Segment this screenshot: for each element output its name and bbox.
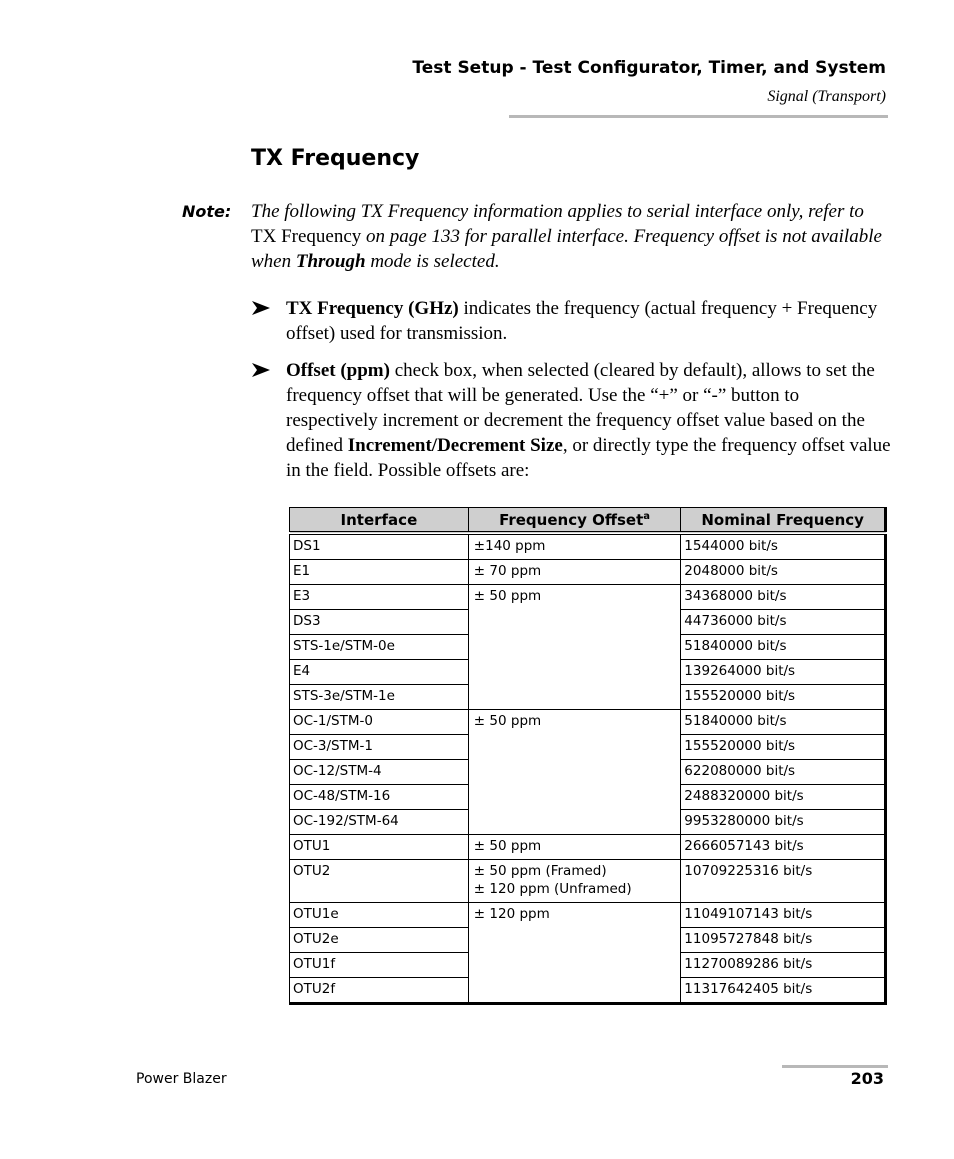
header-frequency-offset	[468, 508, 681, 534]
table-row	[290, 560, 886, 585]
cell-interface: OC-192/STM-64	[290, 810, 469, 835]
header-rule	[509, 115, 888, 118]
cell-interface: STS-1e/STM-0e	[290, 635, 469, 660]
table-body	[290, 533, 886, 1004]
cell-nominal-frequency: 2666057143 bit/s	[681, 835, 886, 860]
bullet-text-1: check box, when selected (cleared by default), allows to set the frequency offset that will be generated. Use the “+” or “-” button to respectively increment or decrement the frequency offset value based on the defined	[286, 360, 875, 456]
note-part-1: The following TX Frequency information applies to serial interface only, refer to	[251, 201, 864, 222]
cell-frequency-offset	[468, 533, 681, 560]
cell-frequency-offset	[468, 710, 681, 835]
cell-interface: OTU2f	[290, 978, 469, 1004]
cell-nominal-frequency: 11049107143 bit/s	[681, 903, 886, 928]
cell-nominal-frequency: 9953280000 bit/s	[681, 810, 886, 835]
cell-nominal-frequency: 34368000 bit/s	[681, 585, 886, 610]
cell-nominal-frequency: 139264000 bit/s	[681, 660, 886, 685]
cell-interface: OTU1e	[290, 903, 469, 928]
cell-interface: OC-48/STM-16	[290, 785, 469, 810]
cell-nominal-frequency: 622080000 bit/s	[681, 760, 886, 785]
arrow-bullet-icon	[251, 360, 271, 380]
cell-nominal-frequency: 11095727848 bit/s	[681, 928, 886, 953]
cell-nominal-frequency: 2488320000 bit/s	[681, 785, 886, 810]
offset-value: ± 50 ppm	[473, 588, 542, 604]
offset-value: ±140 ppm	[473, 538, 546, 554]
cell-frequency-offset	[468, 860, 681, 903]
frequency-offset-table	[289, 507, 887, 1005]
note-part-2: on page 133 for parallel interface. Frequency offset is not available when	[251, 226, 882, 272]
bullet-term: TX Frequency (GHz)	[286, 298, 459, 319]
cell-interface: OC-1/STM-0	[290, 710, 469, 735]
cell-interface: OTU2	[290, 860, 469, 903]
note-bold-term: Through	[295, 251, 366, 272]
bullet-tx-frequency	[251, 296, 891, 346]
cell-frequency-offset	[468, 903, 681, 1004]
cell-nominal-frequency: 44736000 bit/s	[681, 610, 886, 635]
header-frequency-offset-label: Frequency Offset	[499, 510, 644, 529]
cell-nominal-frequency: 51840000 bit/s	[681, 710, 886, 735]
footer-product-name: Power Blazer	[136, 1071, 227, 1087]
running-header-title: Test Setup - Test Configurator, Timer, and System	[412, 58, 886, 78]
cell-nominal-frequency: 10709225316 bit/s	[681, 860, 886, 903]
cell-frequency-offset	[468, 585, 681, 710]
bullet-text-2: , or directly type the frequency offset value in the field. Possible offsets are:	[286, 435, 891, 481]
offset-value: ± 50 ppm (Framed)	[473, 863, 607, 879]
cell-interface: OTU1f	[290, 953, 469, 978]
cell-interface: OTU1	[290, 835, 469, 860]
bullet-term: Offset (ppm)	[286, 360, 390, 381]
cell-frequency-offset	[468, 560, 681, 585]
section-title: TX Frequency	[251, 146, 420, 171]
bullet-offset	[251, 358, 891, 483]
cell-nominal-frequency: 2048000 bit/s	[681, 560, 886, 585]
cell-interface: E4	[290, 660, 469, 685]
offset-value: ± 120 ppm	[473, 906, 550, 922]
bullet-term-2: Increment/Decrement Size	[347, 435, 563, 456]
cell-interface: DS3	[290, 610, 469, 635]
cell-interface: OC-3/STM-1	[290, 735, 469, 760]
header-interface: Interface	[290, 508, 469, 534]
cell-interface: E1	[290, 560, 469, 585]
cell-interface: DS1	[290, 533, 469, 560]
table-row	[290, 710, 886, 735]
cell-interface: E3	[290, 585, 469, 610]
page-number: 203	[850, 1069, 884, 1088]
header-nominal-frequency: Nominal Frequency	[681, 508, 886, 534]
table-header-row	[290, 508, 886, 534]
cell-nominal-frequency: 11270089286 bit/s	[681, 953, 886, 978]
offset-value: ± 50 ppm	[473, 838, 542, 854]
offset-value: ± 50 ppm	[473, 713, 542, 729]
arrow-bullet-icon	[251, 298, 271, 318]
table-row	[290, 903, 886, 928]
bullet-text: indicates the frequency (actual frequency + Frequency offset) used for transmission.	[286, 298, 878, 344]
running-header-subtitle: Signal (Transport)	[767, 88, 886, 105]
footnote-marker: a	[643, 510, 651, 522]
note-label: Note:	[182, 202, 232, 221]
note-text	[251, 199, 891, 274]
note-part-3: mode is selected.	[365, 251, 500, 272]
table-row	[290, 585, 886, 610]
offset-value: ± 70 ppm	[473, 563, 542, 579]
cell-interface: OTU2e	[290, 928, 469, 953]
table-row	[290, 835, 886, 860]
table-row	[290, 533, 886, 560]
footer-rule	[782, 1065, 888, 1068]
cell-nominal-frequency: 51840000 bit/s	[681, 635, 886, 660]
cell-nominal-frequency: 155520000 bit/s	[681, 685, 886, 710]
cell-nominal-frequency: 1544000 bit/s	[681, 533, 886, 560]
cell-interface: OC-12/STM-4	[290, 760, 469, 785]
cell-nominal-frequency: 11317642405 bit/s	[681, 978, 886, 1004]
note-cross-reference: TX Frequency	[251, 226, 362, 247]
offset-value-secondary: ± 120 ppm (Unframed)	[473, 881, 632, 897]
table-row	[290, 860, 886, 903]
cell-nominal-frequency: 155520000 bit/s	[681, 735, 886, 760]
cell-interface: STS-3e/STM-1e	[290, 685, 469, 710]
cell-frequency-offset	[468, 835, 681, 860]
